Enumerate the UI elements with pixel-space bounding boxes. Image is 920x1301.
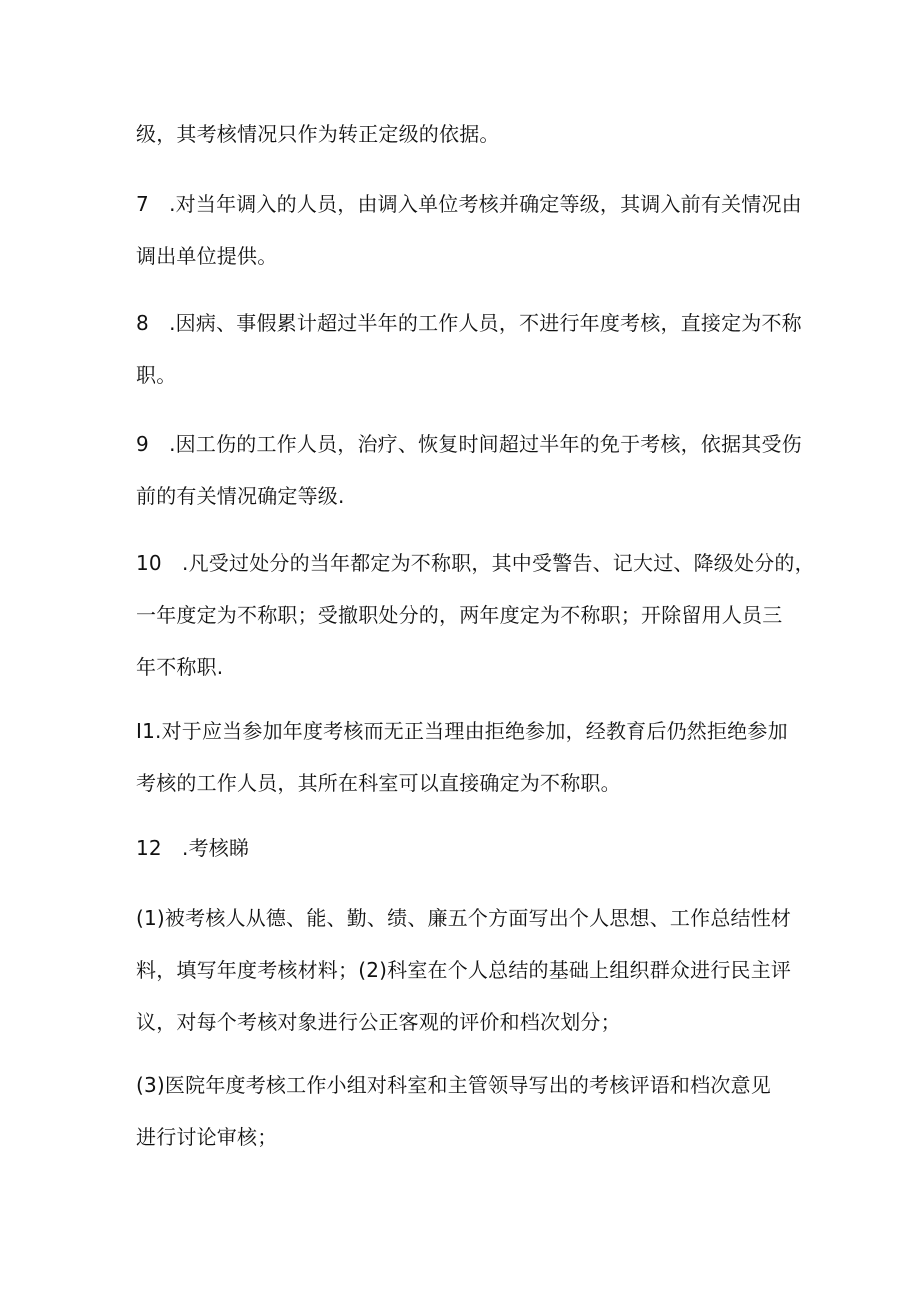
paragraph-line: 年不称职.: [136, 655, 224, 679]
paragraph-line: 一年度定为不称职；受撤职处分的，两年度定为不称职；开除留用人员三: [136, 603, 783, 627]
paragraph-line: 级，其考核情况只作为转正定级的依据。: [136, 122, 500, 146]
paragraph-line: 9 .因工伤的工作人员，治疗、恢复时间超过半年的免于考核，依据其受伤: [136, 432, 802, 456]
paragraph-line: 议，对每个考核对象进行公正客观的评价和档次划分；: [136, 1010, 621, 1034]
paragraph-item-9: [136, 418, 802, 522]
paragraph-line: I1.对于应当参加年度考核而无正当理由拒绝参加，经教育后仍然拒绝参加: [136, 719, 788, 743]
paragraph-line: 7 .对当年调入的人员，由调入单位考核并确定等级，其调入前有关情况由: [136, 192, 802, 216]
paragraph-line: 调出单位提供。: [136, 244, 278, 268]
paragraph-item-8: [136, 297, 802, 401]
paragraph-step-3: [136, 1059, 796, 1163]
paragraph-line: 8 .因病、事假累计超过半年的工作人员，不进行年度考核，直接定为不称: [136, 311, 802, 335]
paragraph-line: (1)被考核人从德、能、勤、绩、廉五个方面写出个人思想、工作总结性材: [136, 906, 792, 930]
paragraph-line: 10 .凡受过处分的当年都定为不称职，其中受警告、记大过、降级处分的，: [136, 551, 815, 575]
paragraph-item-12-heading: [136, 822, 796, 874]
paragraph-line: (3)医院年度考核工作小组对科室和主管领导写出的考核评语和档次意见: [136, 1073, 771, 1097]
paragraph-probation-grading: [136, 108, 796, 160]
paragraph-line: 料，填写年度考核材料；(2)科室在个人总结的基础上组织群众进行民主评: [136, 958, 792, 982]
paragraph-steps-1-2: [136, 892, 796, 1048]
paragraph-line: 考核的工作人员，其所在科室可以直接确定为不称职。: [136, 771, 621, 795]
paragraph-line: 前的有关情况确定等级.: [136, 484, 345, 508]
paragraph-item-10: [136, 537, 815, 693]
paragraph-line: 职。: [136, 363, 177, 387]
paragraph-item-11: [136, 705, 796, 809]
paragraph-line: 进行讨论审核；: [136, 1125, 278, 1149]
paragraph-line: 12 .考核睇: [136, 836, 250, 860]
paragraph-item-7: [136, 178, 802, 282]
